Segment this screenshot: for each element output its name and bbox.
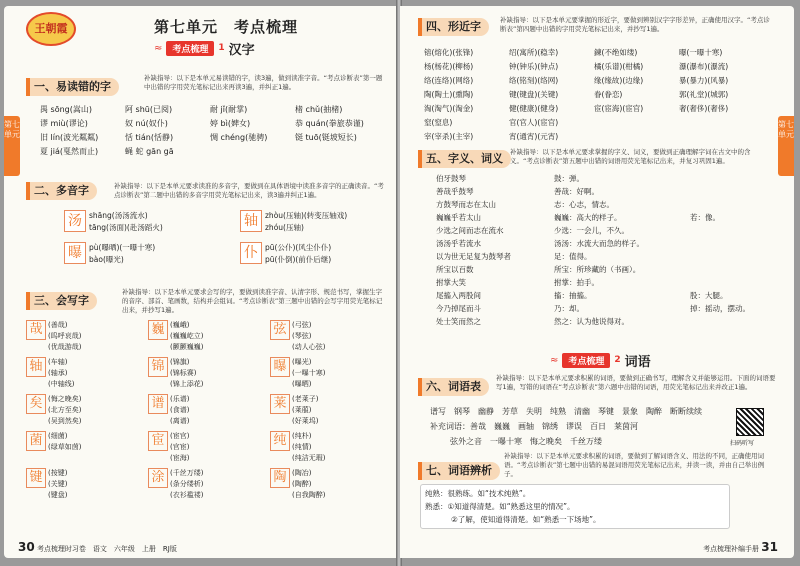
reading: pū(公仆)(风尘仆仆) bbox=[265, 243, 332, 252]
table-cell: 宦(宦海)(宦官) bbox=[594, 104, 644, 113]
table-cell: 镕(熔化)(张锋) bbox=[424, 48, 474, 57]
word-grid bbox=[40, 104, 380, 157]
table-row bbox=[436, 185, 766, 198]
list-item: 谬 miù(谬论) bbox=[40, 119, 88, 128]
table-cell: 绍(寓所)(稳幸) bbox=[509, 48, 559, 57]
polyphone-group bbox=[240, 210, 347, 266]
write-cell bbox=[26, 394, 142, 427]
banner-title: 词语 bbox=[624, 354, 651, 370]
table-cell: 搐：抽搐。 bbox=[554, 291, 592, 300]
section-title: 七、词语辨析 bbox=[418, 462, 500, 480]
right-page bbox=[400, 6, 794, 558]
word-list bbox=[430, 404, 730, 449]
table-cell: 伯牙鼓琴 bbox=[436, 174, 466, 183]
word-example: (动人心弦) bbox=[292, 343, 326, 351]
write-cell bbox=[148, 468, 264, 501]
footer-text: 考点梳理时习卷 语文 六年级 上册 RJ版 bbox=[36, 545, 177, 553]
table-cell bbox=[690, 263, 766, 276]
banner-number: 1 bbox=[218, 43, 225, 53]
reading: zhóu(压轴) bbox=[265, 223, 304, 232]
similar-char-table bbox=[424, 46, 764, 144]
table-row bbox=[436, 211, 766, 224]
write-char: 弦 bbox=[270, 320, 290, 340]
section-title: 六、词语表 bbox=[418, 378, 489, 396]
table-cell: 巍巍：高大的样子。 bbox=[554, 213, 622, 222]
table-cell: 汤汤：水流大而急的样子。 bbox=[554, 239, 644, 248]
table-cell: 郭(礼堂)(城郭) bbox=[679, 90, 729, 99]
write-cell bbox=[270, 468, 386, 501]
table-cell: 巍巍乎若太山 bbox=[436, 213, 481, 222]
table-cell: 汤汤乎若流水 bbox=[436, 239, 481, 248]
table-row bbox=[424, 130, 764, 144]
write-cell bbox=[26, 431, 142, 464]
word-example: (千丝万缕) bbox=[170, 469, 204, 477]
brand-logo: 王朝霞 bbox=[26, 12, 76, 46]
table-row bbox=[26, 431, 386, 464]
reading: bào(曝光) bbox=[89, 255, 124, 264]
table-cell: 钟(钟乐)(钟点) bbox=[509, 62, 559, 71]
table-cell bbox=[679, 116, 764, 130]
table-cell bbox=[679, 130, 764, 144]
write-cell bbox=[148, 320, 264, 353]
guide-text: 补缺指导：以下是本单元易读错的字，读3遍，做到读准字音。“考点诊断表”第一题中出错的字用荧光笔标记出来再读3遍，并纠正1遍。 bbox=[144, 74, 383, 91]
word-example: (北方至矣) bbox=[48, 406, 82, 414]
word-example: (呜呼哀哉) bbox=[48, 332, 82, 340]
word-line: 谱写 钢琴 幽静 芳草 失明 纯熟 清幽 琴键 景象 陶醉 断断续续 bbox=[430, 407, 702, 416]
table-row bbox=[424, 116, 764, 130]
word-example: (乐谱) bbox=[170, 395, 190, 403]
word-example: (老莱子) bbox=[292, 395, 319, 403]
table-row bbox=[436, 172, 766, 185]
table-cell bbox=[690, 315, 766, 328]
qr-code-icon[interactable] bbox=[736, 408, 764, 436]
table-cell: 络(连络)(网络) bbox=[424, 76, 474, 85]
section-title: 四、形近字 bbox=[418, 18, 489, 36]
write-char: 陶 bbox=[270, 468, 290, 488]
reading: shāng(汤汤流水) bbox=[89, 211, 148, 220]
guide-text: 补缺指导：以下是本单元要掌握的形近字，要做到辨别汉字字形差异，正确使用汉字。“考点诊断表”第四题中出错的字用荧光笔标记出来，并抄写1遍。 bbox=[500, 16, 770, 33]
unit-title: 第七单元 考点梳理 bbox=[154, 18, 299, 36]
page-footer bbox=[18, 540, 177, 554]
write-cell bbox=[270, 320, 386, 353]
table-row bbox=[424, 88, 764, 102]
word-example: (锦标赛) bbox=[170, 369, 197, 377]
side-tab: 第七单元 bbox=[4, 116, 20, 176]
word-example: (悔之晚矣) bbox=[48, 395, 82, 403]
word-example: (宦官) bbox=[170, 432, 190, 440]
word-example: (优哉游哉) bbox=[48, 343, 82, 351]
list-item: 奴 nú(奴仆) bbox=[125, 119, 168, 128]
word-example: (自我陶醉) bbox=[292, 491, 326, 499]
table-cell bbox=[690, 224, 766, 237]
word-example: (官宦) bbox=[170, 443, 190, 451]
list-item: 婷 bì(婢女) bbox=[210, 119, 251, 128]
table-cell: 善哉乎鼓琴 bbox=[436, 187, 474, 196]
table-cell: 鍊(不绝如缕) bbox=[594, 48, 638, 57]
list-item: 夏 jiá(戛然而止) bbox=[40, 147, 99, 156]
table-cell bbox=[690, 276, 766, 289]
table-cell: 少选：一会儿，不久。 bbox=[554, 226, 629, 235]
qr-label: 扫码听写 bbox=[730, 440, 755, 447]
table-row bbox=[436, 276, 766, 289]
banner-tag: 考点梳理 bbox=[562, 353, 610, 368]
table-cell: 所宝：所珍藏的（书画）。 bbox=[554, 265, 641, 274]
polyphone-char: 汤 bbox=[64, 210, 86, 232]
table-cell: 鼓：弹。 bbox=[554, 174, 584, 183]
guide-text: 补缺指导：以下是本单元要求会写的字，要做到读准字音、认清字形、规范书写，掌握生字的音序、部首、笔画数，结构并会组词。“考点诊断表”第三题中出错的会写字用荧光笔标记出来，并抄写1遍。 bbox=[122, 288, 383, 314]
table-cell: 宰(宰杀)(主宰) bbox=[424, 132, 474, 141]
banner-tag: 考点梳理 bbox=[166, 41, 214, 56]
guide-text: 补缺指导：以下是本单元要求掌握的字义、词义，要做到正确理解字词在古文中的含义。“考点诊断表”第五题中出错的词语用荧光笔标记出来，并复习巩固1遍。 bbox=[510, 148, 751, 165]
table-cell: 瀑(瀑布)(瀑流) bbox=[679, 62, 729, 71]
polyphone-char: 仆 bbox=[240, 242, 262, 264]
word-line: 弦外之音 一曝十寒 悔之晚矣 千丝万缕 bbox=[450, 437, 602, 446]
table-row bbox=[26, 357, 386, 390]
banner-number: 2 bbox=[614, 355, 621, 365]
word-example: (锦上添花) bbox=[170, 380, 204, 388]
table-row bbox=[424, 74, 764, 88]
side-tab: 第七单元 bbox=[778, 116, 794, 176]
write-cell bbox=[26, 357, 142, 390]
word-example: (一曝十寒) bbox=[292, 369, 326, 377]
word-example: (好莱坞) bbox=[292, 417, 319, 425]
list-item: 恬 tián(恬静) bbox=[125, 133, 174, 142]
table-cell bbox=[690, 185, 766, 198]
list-item: 耐 jǐ(耐掌) bbox=[210, 105, 248, 114]
write-char: 菌 bbox=[26, 431, 46, 451]
table-cell: 官(官人)(宦官) bbox=[509, 118, 559, 127]
table-cell: 处士笑而然之 bbox=[436, 317, 481, 326]
word-example: (车轴) bbox=[48, 358, 68, 366]
polyphone-char: 轴 bbox=[240, 210, 262, 232]
word-example: (细菌) bbox=[48, 432, 68, 440]
table-cell: 络(铭刻)(络网) bbox=[509, 76, 559, 85]
table-row bbox=[424, 102, 764, 116]
table-row bbox=[26, 394, 386, 427]
table-cell: 奢(奢侈)(奢侈) bbox=[679, 104, 729, 113]
section-title: 五、字义、词义 bbox=[418, 150, 511, 168]
list-item: 禺 sōng(嵩山) bbox=[40, 105, 92, 114]
word-example: (按键) bbox=[48, 469, 68, 477]
word-example: (陶醉) bbox=[292, 480, 312, 488]
guide-text: 补缺指导：以下是本单元要求积累的词语，要做到了解词语含义、用法的不同，正确使用词语。“考点诊断表”第七题中出错的易混词语用荧光笔标记出来，并读一读，并由自己举出例子。 bbox=[504, 452, 765, 478]
word-example: (陶冶) bbox=[292, 469, 312, 477]
table-row bbox=[436, 289, 766, 302]
table-cell: 少选之间而志在流水 bbox=[436, 226, 504, 235]
word-example: (曝光) bbox=[292, 358, 312, 366]
list-item: 恭 quán(拳旅恭谨) bbox=[295, 119, 364, 128]
word-example: (纯情) bbox=[292, 443, 312, 451]
table-cell: 方鼓琴而志在太山 bbox=[436, 200, 496, 209]
word-example: (纯洁无瑕) bbox=[292, 454, 326, 462]
decor-icon: ≈ bbox=[154, 42, 163, 54]
section-title: 三、会写字 bbox=[26, 292, 97, 310]
table-cell: 健(健康)(健身) bbox=[509, 104, 559, 113]
write-char: 矣 bbox=[26, 394, 46, 414]
write-char: 莱 bbox=[270, 394, 290, 414]
section-title: 二、多音字 bbox=[26, 182, 97, 200]
table-cell: 足：值得。 bbox=[554, 252, 592, 261]
reading: tāng(汤面)(赴汤蹈火) bbox=[89, 223, 163, 232]
list-item: 惆 chéng(驰骋) bbox=[210, 133, 268, 142]
table-cell bbox=[594, 116, 679, 130]
word-example: (巍峨) bbox=[170, 321, 190, 329]
word-example: (锦旗) bbox=[170, 358, 190, 366]
list-item: 蝇 蛇 gān gā bbox=[125, 147, 174, 156]
table-cell bbox=[594, 130, 679, 144]
word-example: (莱菔) bbox=[292, 406, 312, 414]
list-item: 铤 tuō(铤坡短长) bbox=[295, 133, 357, 142]
word-example: (宦海) bbox=[170, 454, 190, 462]
table-cell: 宵(通宵)(元宵) bbox=[509, 132, 559, 141]
write-cell bbox=[148, 357, 264, 390]
write-cell bbox=[26, 468, 142, 501]
analysis-line: ②了解，使知道得清楚。如“熟悉一下场地”。 bbox=[451, 515, 601, 524]
write-char: 纯 bbox=[270, 431, 290, 451]
left-page bbox=[4, 6, 396, 558]
table-row bbox=[436, 263, 766, 276]
analysis-line: 纯熟：很熟练。如“技术纯熟”。 bbox=[425, 489, 531, 498]
table-row bbox=[436, 198, 766, 211]
page-footer bbox=[703, 540, 778, 554]
write-char: 曝 bbox=[270, 357, 290, 377]
table-row bbox=[26, 468, 386, 501]
write-char: 涂 bbox=[148, 468, 168, 488]
write-cell bbox=[270, 431, 386, 464]
reading: pù(曝晒)(一曝十寒) bbox=[89, 243, 156, 252]
table-cell: 淘(淘气)(淘金) bbox=[424, 104, 474, 113]
word-example: (弓弦) bbox=[292, 321, 312, 329]
table-cell: 若：像。 bbox=[690, 213, 720, 222]
list-item: 楮 chǔ(抽楮) bbox=[295, 105, 343, 114]
reading: zhòu(压轴)(转变压轴戏) bbox=[265, 211, 348, 220]
word-example: (吴到然矣) bbox=[48, 417, 82, 425]
table-cell: 尾搐入两股间 bbox=[436, 291, 481, 300]
word-example: (轴承) bbox=[48, 369, 68, 377]
banner-title: 汉字 bbox=[228, 42, 255, 58]
write-cell bbox=[270, 357, 386, 390]
write-cell bbox=[148, 394, 264, 427]
footer-text: 考点梳理补编手册 bbox=[703, 545, 760, 553]
word-example: (键盘) bbox=[48, 491, 68, 499]
write-cell bbox=[270, 394, 386, 427]
table-cell: 拊掌大笑 bbox=[436, 278, 466, 287]
table-cell: 橘(乐谱)(柑橘) bbox=[594, 62, 644, 71]
table-cell: 善哉：好啊。 bbox=[554, 187, 599, 196]
table-cell: 以为世无足复为鼓琴者 bbox=[436, 252, 511, 261]
word-line: 补充词语：善哉 巍巍 画轴 锦绣 谬误 百日 莱茵河 bbox=[430, 422, 638, 431]
table-cell: 缘(缘故)(边缘) bbox=[594, 76, 644, 85]
table-row bbox=[436, 302, 766, 315]
write-char: 宦 bbox=[148, 431, 168, 451]
word-example: (琴弦) bbox=[292, 332, 312, 340]
table-cell: 眷(眷恋) bbox=[594, 90, 623, 99]
word-example: (绿草如茵) bbox=[48, 443, 82, 451]
table-cell: 掉：摇动，摆动。 bbox=[690, 304, 750, 313]
word-example: (条分缕析) bbox=[170, 480, 204, 488]
table-cell: 陶(陶土)(熏陶) bbox=[424, 90, 474, 99]
section-banner bbox=[154, 40, 255, 56]
word-example: (善哉) bbox=[48, 321, 68, 329]
table-cell: 志：心志，情志。 bbox=[554, 200, 614, 209]
write-cell bbox=[148, 431, 264, 464]
table-cell: 窒(窒息) bbox=[424, 118, 453, 127]
table-cell: 今乃掉尾而斗 bbox=[436, 304, 481, 313]
section-title: 一、易读错的字 bbox=[26, 78, 119, 96]
polyphone-group bbox=[64, 210, 163, 266]
word-example: (关键) bbox=[48, 480, 68, 488]
page-number: 30 bbox=[18, 540, 35, 554]
writing-table bbox=[26, 320, 386, 505]
table-cell bbox=[690, 198, 766, 211]
table-cell: 所宝以百数 bbox=[436, 265, 474, 274]
word-example: (颤颤巍巍) bbox=[170, 343, 204, 351]
word-example: (中轴线) bbox=[48, 380, 75, 388]
table-cell: 键(键盘)(关键) bbox=[509, 90, 559, 99]
table-cell: 杨(杨花)(柳杨) bbox=[424, 62, 474, 71]
page-number: 31 bbox=[761, 540, 778, 554]
table-row bbox=[26, 320, 386, 353]
list-item: 阿 shū(已阅) bbox=[125, 105, 173, 114]
list-item: 旧 lín(波光粼粼) bbox=[40, 133, 99, 142]
write-char: 哉 bbox=[26, 320, 46, 340]
table-cell bbox=[690, 250, 766, 263]
table-row bbox=[436, 315, 766, 328]
table-cell: 股：大腿。 bbox=[690, 291, 728, 300]
reading: pū(仆倒)(前仆后继) bbox=[265, 255, 332, 264]
table-cell: 暴(暴力)(风暴) bbox=[679, 76, 729, 85]
word-example: (衣衫褴褛) bbox=[170, 491, 204, 499]
word-example: (巍巍屹立) bbox=[170, 332, 204, 340]
word-example: (纯朴) bbox=[292, 432, 312, 440]
table-cell: 曝(一曝十寒) bbox=[679, 48, 723, 57]
write-cell bbox=[26, 320, 142, 353]
polyphone-char: 曝 bbox=[64, 242, 86, 264]
decor-icon: ≈ bbox=[550, 354, 559, 366]
table-row bbox=[424, 60, 764, 74]
table-cell bbox=[690, 237, 766, 250]
guide-text: 补缺指导：以下是本单元要求读准的多音字，要做到在具体语境中读准多音字的正确读音。“考点诊断表”第二题中出错的多音字用荧光笔标记出来，读3遍并纠正1遍。 bbox=[114, 182, 384, 199]
table-cell: 乃：却。 bbox=[554, 304, 584, 313]
write-char: 锦 bbox=[148, 357, 168, 377]
write-char: 巍 bbox=[148, 320, 168, 340]
table-cell: 然之：认为他说得对。 bbox=[554, 317, 629, 326]
guide-text: 补缺指导：以下是本单元要求积累的词语，要做到正确书写，理解含义并能够运用。下面的词语要写1遍，写错的词语在“考点诊断表”第六题中出错的词语，用荧光笔标记出来并改正1遍。 bbox=[496, 374, 776, 391]
table-row bbox=[424, 46, 764, 60]
word-example: (食谱) bbox=[170, 406, 190, 414]
table-cell: 拊掌：拍手。 bbox=[554, 278, 599, 287]
table-row bbox=[436, 224, 766, 237]
meaning-table bbox=[436, 172, 766, 328]
table-row bbox=[436, 237, 766, 250]
word-example: (离谱) bbox=[170, 417, 190, 425]
write-char: 键 bbox=[26, 468, 46, 488]
section-banner bbox=[550, 352, 651, 368]
word-example: (曝晒) bbox=[292, 380, 312, 388]
table-cell bbox=[690, 172, 766, 185]
analysis-line: 熟悉：①知道得清楚。如“熟悉这里的情况”。 bbox=[425, 502, 575, 511]
write-char: 谱 bbox=[148, 394, 168, 414]
write-char: 轴 bbox=[26, 357, 46, 377]
table-row bbox=[436, 250, 766, 263]
word-analysis-box bbox=[420, 484, 730, 529]
